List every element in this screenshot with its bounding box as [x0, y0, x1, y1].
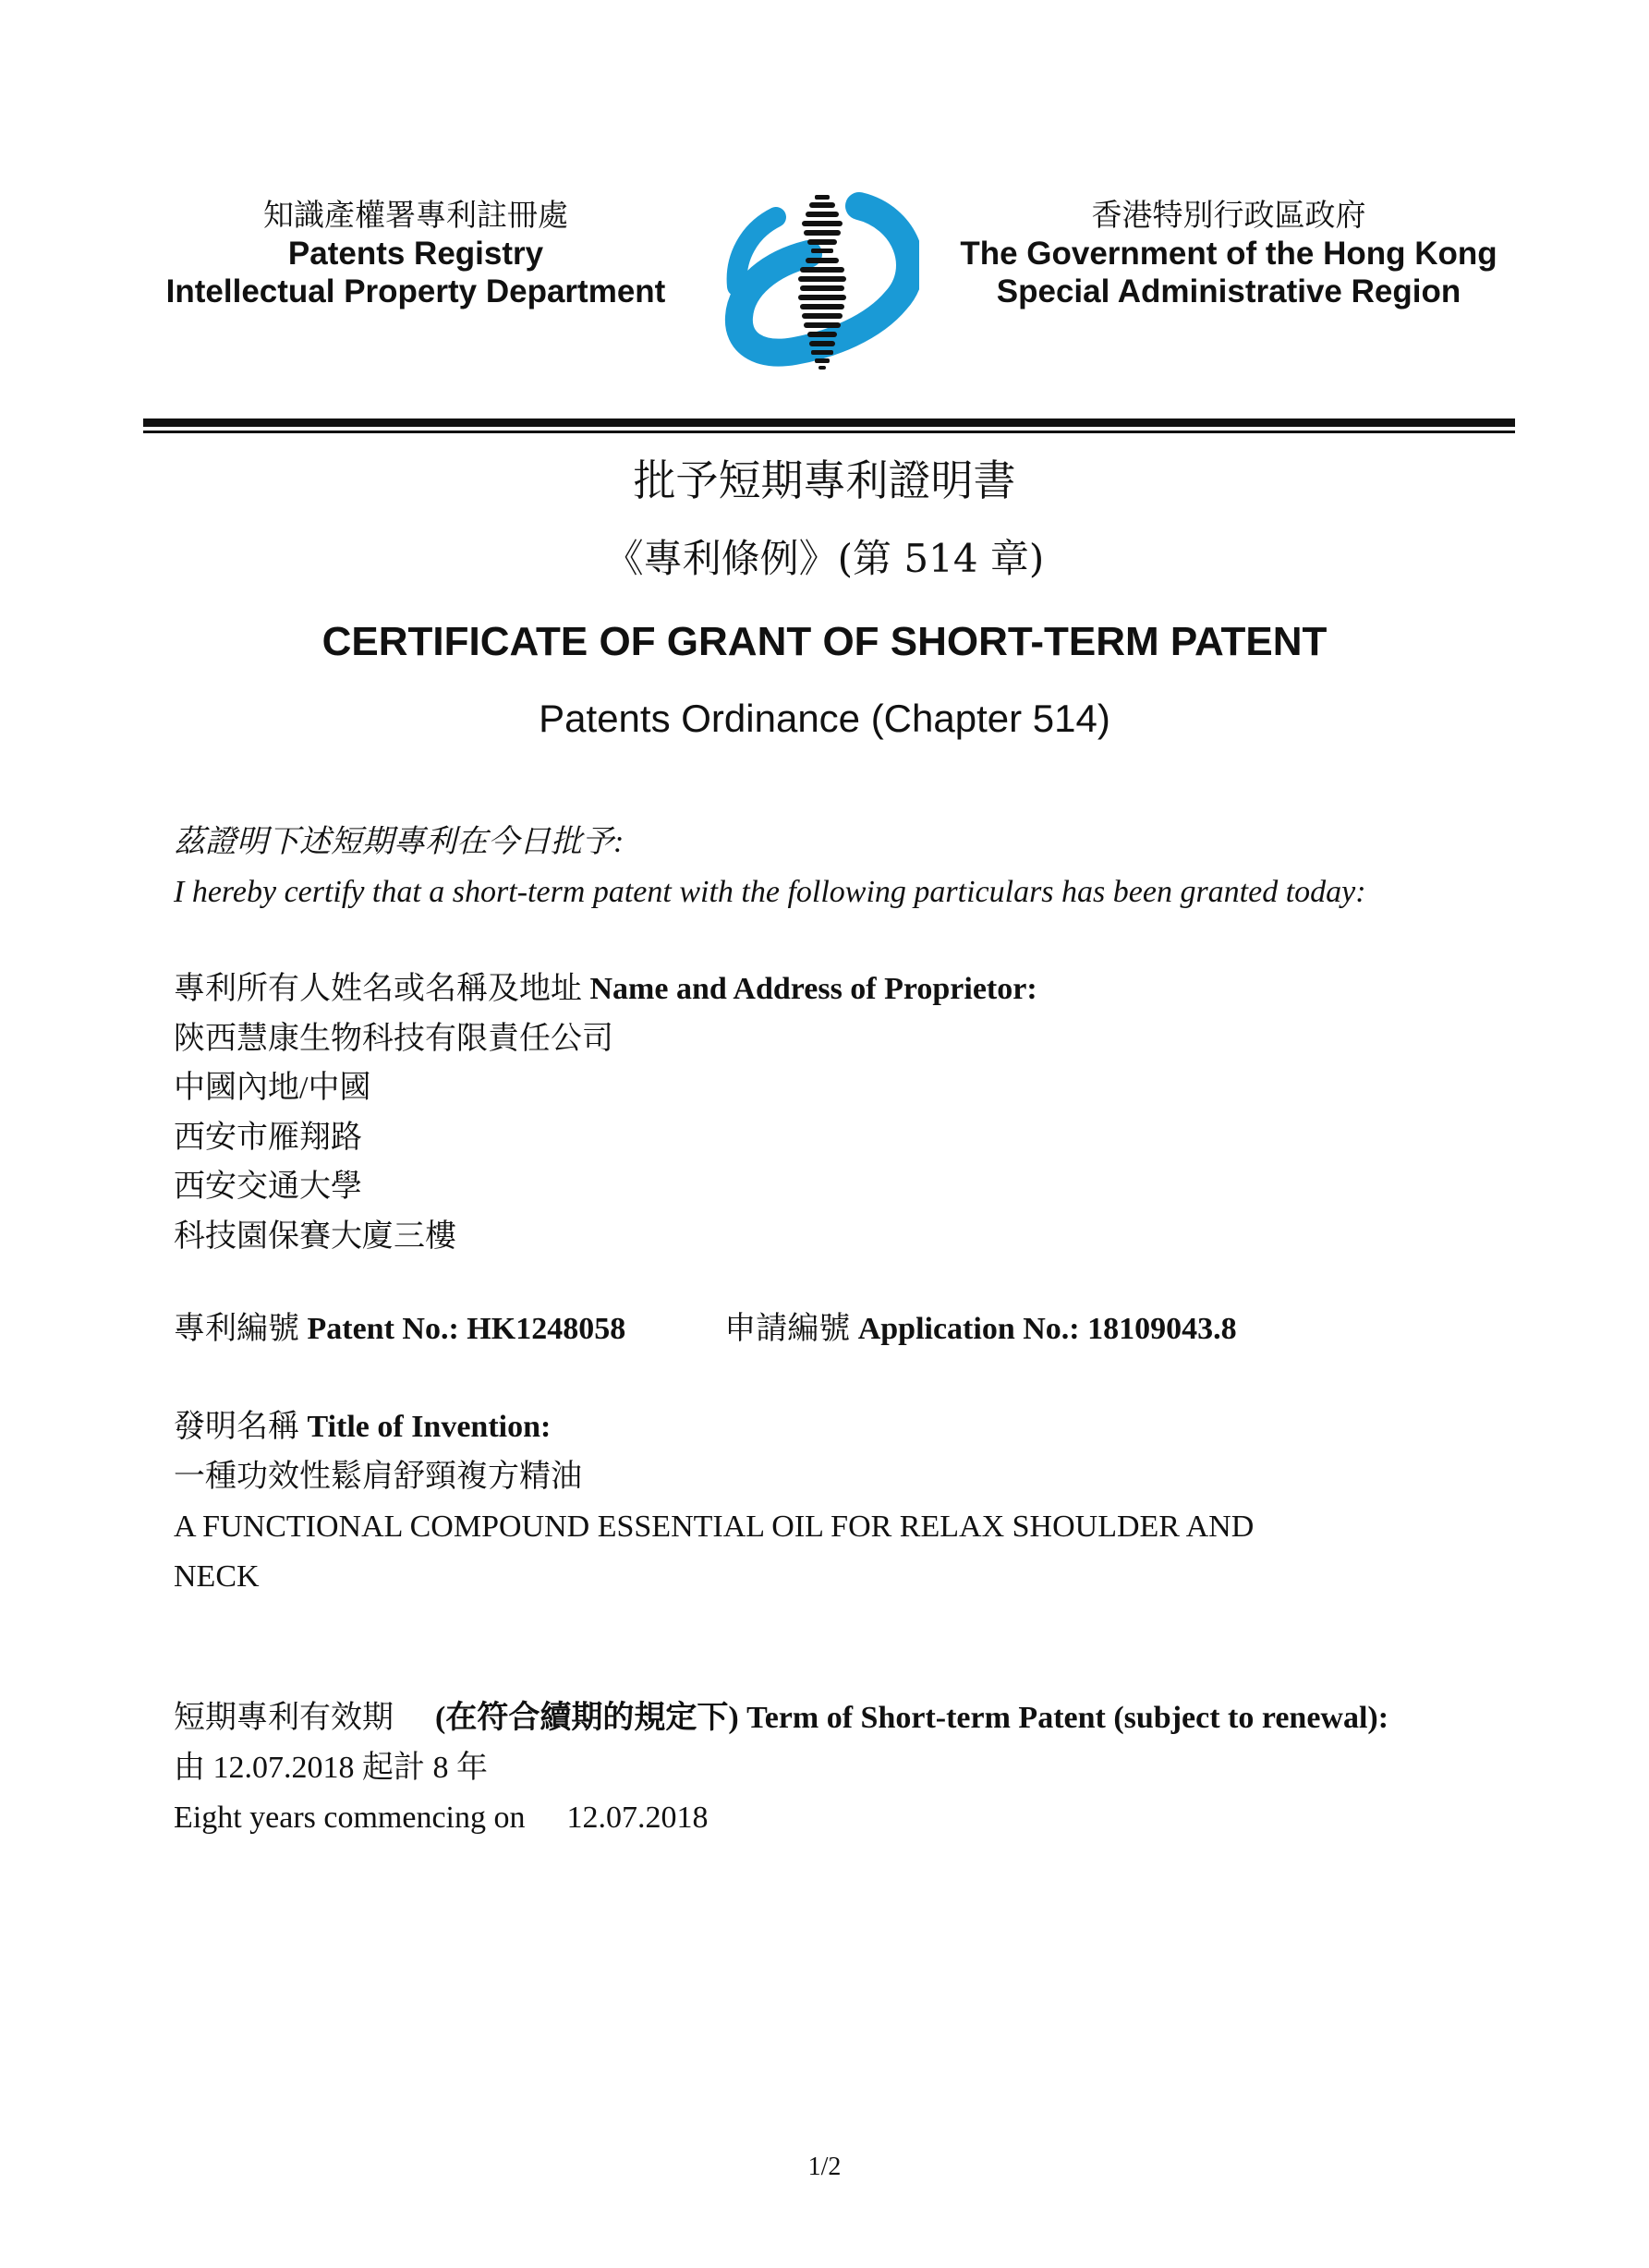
term-start-date-en: 12.07.2018 [566, 1801, 709, 1835]
invention-title-en-line2: NECK [174, 1559, 260, 1594]
invention-title-en-line1: A FUNCTIONAL COMPOUND ESSENTIAL OIL FOR RELAX SHOULDER AND [174, 1510, 1255, 1544]
application-no-label-en: Application No.: [857, 1312, 1080, 1346]
certificate-title-en: CERTIFICATE OF GRANT OF SHORT-TERM PATENT [321, 619, 1328, 664]
term-value-zh [174, 1748, 488, 1789]
proprietor-label-en: Name and Address of Proprietor: [589, 972, 1037, 1006]
application-no-value: 18109043.8 [1087, 1312, 1237, 1346]
ordinance-title-en: Patents Ordinance (Chapter 514) [539, 697, 1110, 740]
invention-label [174, 1407, 551, 1448]
patent-no-label-en: Patent No.: [307, 1312, 459, 1346]
term-zh-prefix: 由 [174, 1751, 205, 1785]
invention-title-zh: 一種功效性鬆肩舒頸複方精油 [174, 1460, 582, 1494]
proprietor-label-zh: 專利所有人姓名或名稱及地址 [174, 972, 582, 1006]
header-left-block [139, 196, 693, 310]
page-number: 1/2 [807, 2153, 842, 2181]
invention-label-zh: 發明名稱 [174, 1410, 299, 1444]
header-divider-thick [143, 418, 1515, 427]
certificate-title-zh: 批予短期專利證明書 [633, 455, 1016, 505]
term-en-prefix: Eight years commencing on [174, 1801, 526, 1835]
term-start-date-zh: 12.07.2018 [212, 1751, 355, 1785]
hksar-government-logo-icon [721, 189, 919, 374]
government-name-en-2: Special Administrative Region [996, 273, 1461, 309]
patent-number-row [174, 1309, 1237, 1350]
term-label-en: Term of Short-term Patent (subject to renewal): [746, 1701, 1389, 1735]
proprietor-line: 陝西慧康生物科技有限責任公司 [174, 1022, 613, 1056]
government-name-zh: 香港特別行政區政府 [1091, 197, 1366, 233]
invention-label-en: Title of Invention: [307, 1410, 552, 1444]
ipd-name-en: Intellectual Property Department [165, 273, 666, 309]
term-zh-suffix: 起計 8 年 [362, 1751, 488, 1785]
patents-registry-zh: 知識產權署專利註冊處 [263, 197, 568, 233]
header-divider-thin [143, 431, 1515, 433]
patent-no-label-zh: 專利編號 [174, 1312, 299, 1346]
patent-no-value: HK1248058 [467, 1312, 626, 1346]
proprietor-label [174, 969, 1037, 1010]
header-right-block [942, 196, 1515, 310]
proprietor-line: 西安交通大學 [174, 1170, 362, 1204]
proprietor-line: 科技園保賽大廈三樓 [174, 1219, 456, 1254]
term-value-en [174, 1798, 709, 1838]
certify-statement-en: I hereby certify that a short-term patent with the following particulars has been granted today: [174, 875, 1366, 909]
patents-registry-en: Patents Registry [287, 236, 544, 272]
application-no-label-zh: 申請編號 [724, 1312, 851, 1346]
proprietor-line: 西安市雁翔路 [174, 1121, 362, 1155]
ordinance-title-zh: 《專利條例》(第 514 章) [604, 536, 1045, 581]
term-label-zh-renewal: (在符合續期的規定下) [435, 1701, 739, 1735]
proprietor-line: 中國內地/中國 [174, 1071, 371, 1105]
term-label-zh: 短期專利有效期 [174, 1701, 394, 1735]
certify-statement-zh: 茲證明下述短期專利在今日批予: [174, 825, 624, 859]
government-name-en-1: The Government of the Hong Kong [960, 236, 1497, 272]
term-label [174, 1698, 1388, 1739]
